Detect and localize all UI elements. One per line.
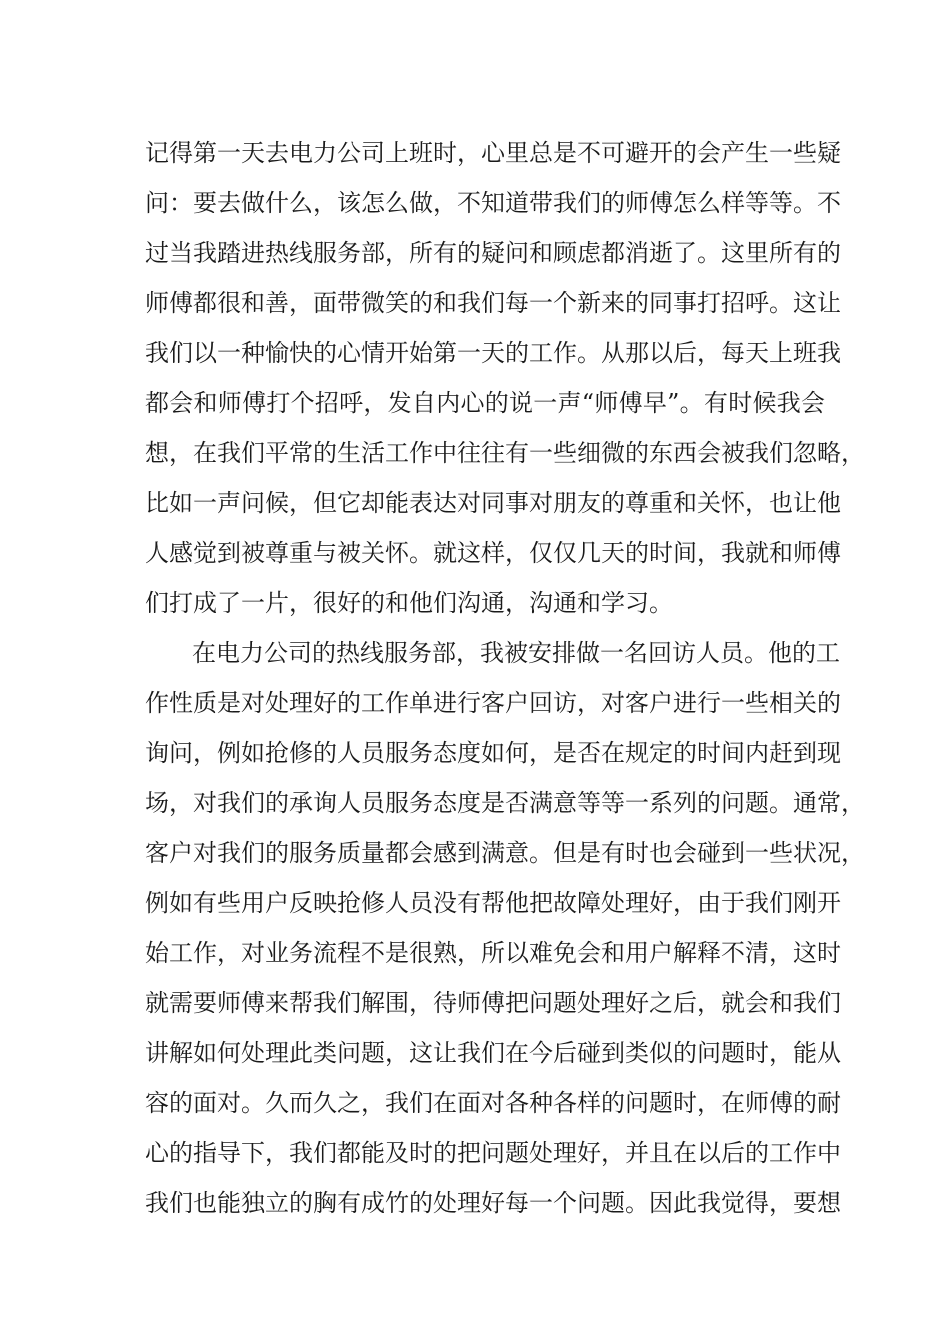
paragraph-2-line-5: 客户对我们的服务质量都会感到满意。但是有时也会碰到一些状况， (145, 839, 865, 867)
paragraph-2-line-12: 我们也能独立的胸有成竹的处理好每一个问题。因此我觉得，要想 (145, 1189, 841, 1217)
paragraph-1-line-9: 人感觉到被尊重与被关怀。就这样，仅仅几天的时间，我就和师傅 (145, 539, 841, 567)
paragraph-2-line-2: 作性质是对处理好的工作单进行客户回访，对客户进行一些相关的 (145, 689, 841, 717)
paragraph-1-line-7: 想，在我们平常的生活工作中往往有一些细微的东西会被我们忽略， (145, 439, 865, 467)
paragraph-2-line-3: 询问，例如抢修的人员服务态度如何，是否在规定的时间内赶到现 (145, 739, 841, 767)
paragraph-1-line-4: 师傅都很和善，面带微笑的和我们每一个新来的同事打招呼。这让 (145, 289, 841, 317)
paragraph-2-line-7: 始工作，对业务流程不是很熟，所以难免会和用户解释不清，这时 (145, 939, 841, 967)
paragraph-1-line-3: 过当我踏进热线服务部，所有的疑问和顾虑都消逝了。这里所有的 (145, 239, 841, 267)
paragraph-2-line-6: 例如有些用户反映抢修人员没有帮他把故障处理好，由于我们刚开 (145, 889, 841, 917)
paragraph-1-line-8: 比如一声问候，但它却能表达对同事对朋友的尊重和关怀，也让他 (145, 489, 841, 517)
paragraph-1-line-2: 问：要去做什么，该怎么做，不知道带我们的师傅怎么样等等。不 (145, 189, 841, 217)
paragraph-2-line-1: 在电力公司的热线服务部，我被安排做一名回访人员。他的工 (192, 639, 840, 667)
paragraph-1-line-1: 记得第一天去电力公司上班时，心里总是不可避开的会产生一些疑 (145, 139, 841, 167)
paragraph-2-line-10: 容的面对。久而久之，我们在面对各种各样的问题时，在师傅的耐 (145, 1089, 841, 1117)
paragraph-2-line-8: 就需要师傅来帮我们解围，待师傅把问题处理好之后，就会和我们 (145, 989, 841, 1017)
paragraph-2-line-11: 心的指导下，我们都能及时的把问题处理好，并且在以后的工作中 (145, 1139, 841, 1167)
paragraph-2-line-9: 讲解如何处理此类问题，这让我们在今后碰到类似的问题时，能从 (145, 1039, 841, 1067)
paragraph-2-line-4: 场，对我们的承询人员服务态度是否满意等等一系列的问题。通常， (145, 789, 865, 817)
paragraph-1-line-6: 都会和师傅打个招呼，发自内心的说一声“师傅早”。有时候我会 (145, 389, 825, 417)
paragraph-1-line-10: 们打成了一片，很好的和他们沟通，沟通和学习。 (145, 589, 673, 617)
paragraph-1-line-5: 我们以一种愉快的心情开始第一天的工作。从那以后，每天上班我 (145, 339, 841, 367)
